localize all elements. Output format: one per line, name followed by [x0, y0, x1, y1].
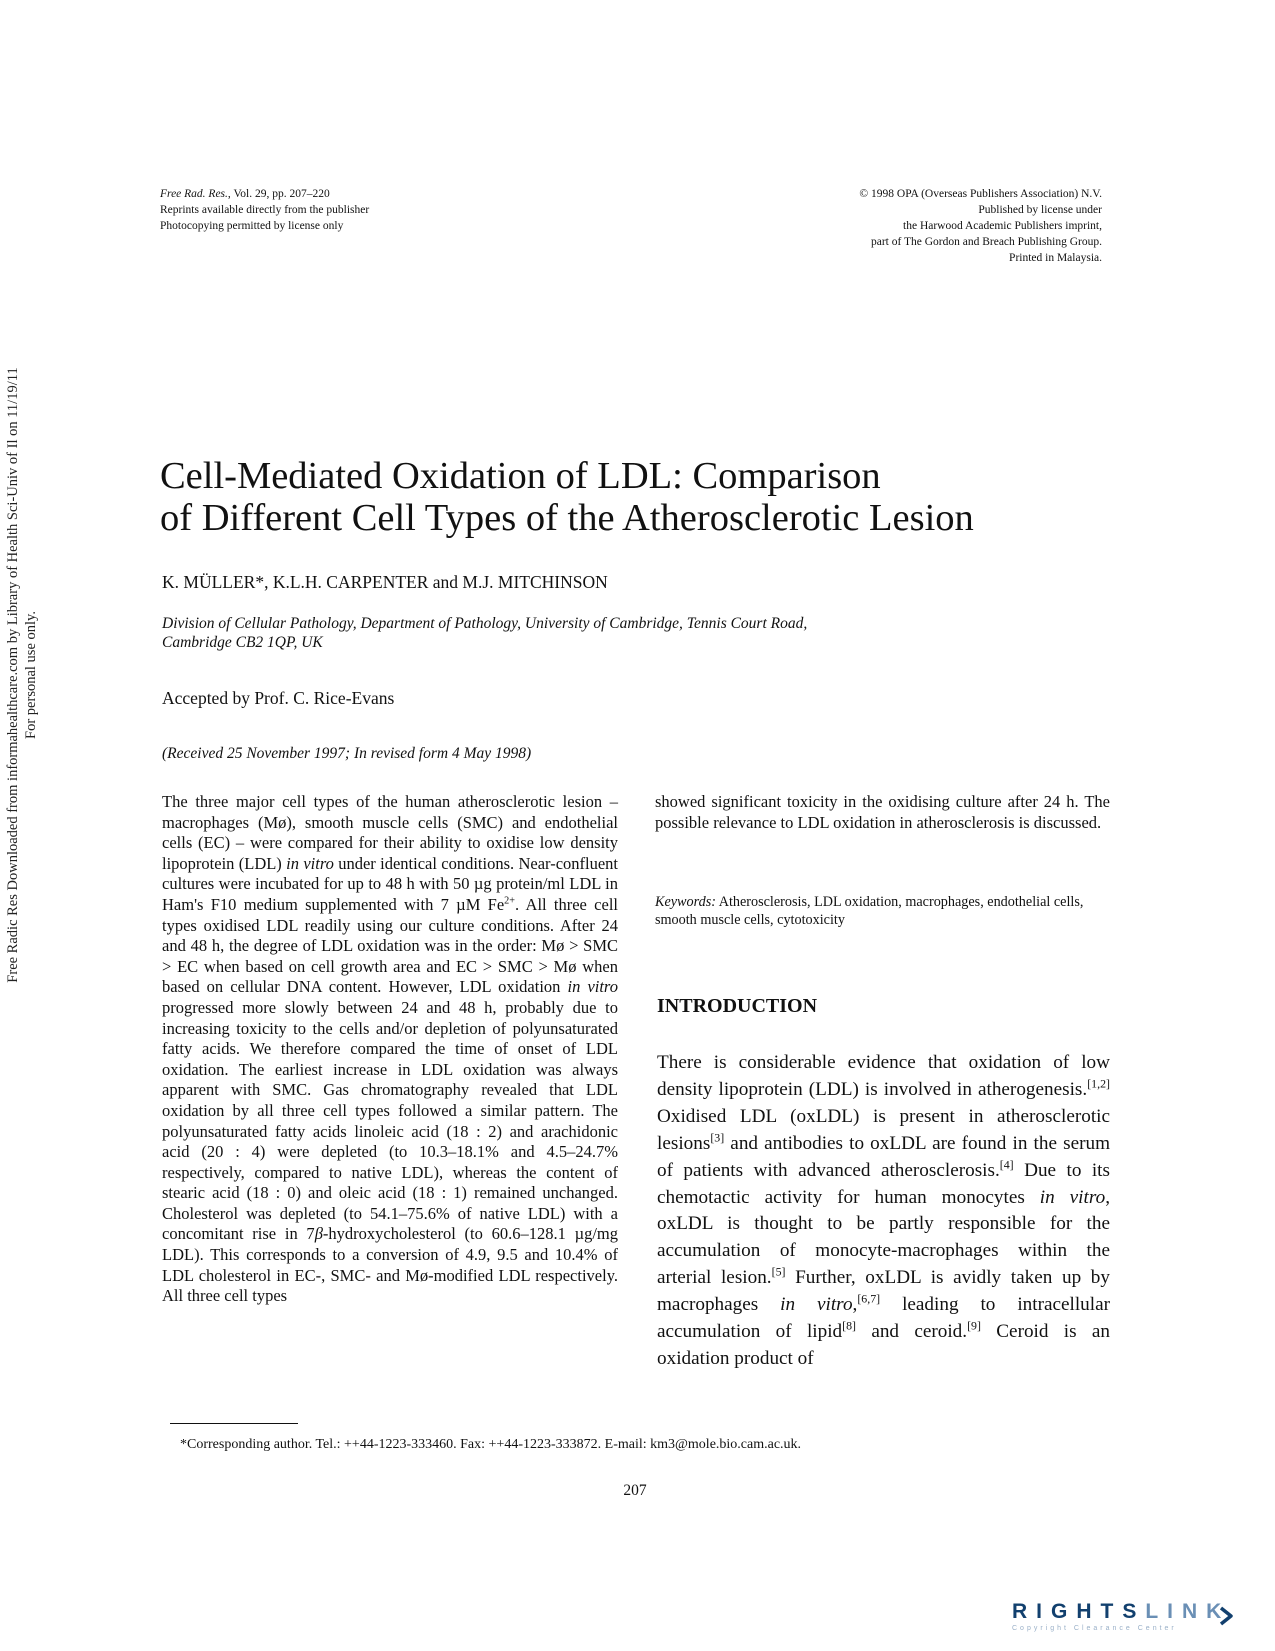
journal-citation: Free Rad. Res., Vol. 29, pp. 207–220	[160, 188, 330, 200]
citation-ref[interactable]: [9]	[967, 1318, 981, 1333]
page-number: 207	[623, 1482, 647, 1499]
article-title	[160, 455, 1140, 539]
rightslink-wordmark: RIGHTSLINK	[1012, 1600, 1231, 1623]
reprints-note: Reprints available directly from the publisher	[160, 204, 370, 216]
keywords	[655, 893, 1110, 929]
rightslink-tagline: Copyright Clearance Center	[1012, 1625, 1177, 1632]
abstract-continuation: showed significant toxicity in the oxidising culture after 24 h. The possible relevance to LDL oxidation in atherosclerosis is discussed.	[655, 792, 1110, 832]
rightslink-arrow-icon	[1215, 1605, 1237, 1627]
abstract-paragraph: The three major cell types of the human atherosclerotic lesion – macrophages (Mø), smooth muscle cells (SMC) and endothelial cells (EC) – were compared for their ability to oxidise low density lipoprotein (LDL) in vitro under identical conditions. Near-confluent cultures were incubated for up to 48 h with 50 µg protein/ml LDL in Ham's F10 medium supplemented with 7 µM $Fe^{2+}$. All three cell types oxidised LDL readily using our culture conditions. After 24 and 48 h, the degree of LDL oxidation was in the order: Mø > SMC > EC when based on cell growth area and EC > SMC > Mø when based on cellular DNA content. However, LDL oxidation in vitro progressed more slowly between 24 and 48 h, probably due to increasing toxicity to the cells and/or depletion of polyunsaturated fatty acids. We therefore compared the time of onset of LDL oxidation. The earliest increase in LDL oxidation was always apparent with SMC. Gas chromatography revealed that LDL oxidation by all three cell types followed a similar pattern. The polyunsaturated fatty acids linoleic acid (18 : 2) and arachidonic acid (20 : 4) were depleted (to 10.3–18.1% and 4.5–24.7% respectively, compared to native LDL), whereas the content of stearic acid (18 : 0) and oleic acid (18 : 1) remained unchanged. Cholesterol was depleted (to 54.1–75.6% of native LDL) with a concomitant rise in 7β-hydroxycholesterol (to 60.6–128.1 µg/mg LDL). This corresponds to a conversion of 4.9, 9.5 and 10.4% of LDL cholesterol in EC-, SMC- and Mø-modified LDL respectively. All three cell types	[162, 792, 619, 1306]
copyright-line: © 1998 OPA (Overseas Publishers Association) N.V.	[859, 188, 1102, 200]
citation-ref[interactable]: [4]	[999, 1157, 1014, 1172]
citation-ref[interactable]: [8]	[842, 1318, 857, 1333]
citation-ref[interactable]: [6,7]	[857, 1291, 881, 1306]
journal-header-left	[160, 186, 580, 234]
imprint-line: the Harwood Academic Publishers imprint,	[903, 220, 1102, 232]
introduction-body	[657, 1050, 1110, 1373]
title-line-2: of Different Cell Types of the Atherosclerotic Lesion	[160, 497, 974, 539]
group-line: part of The Gordon and Breach Publishing Group.	[870, 236, 1102, 248]
personal-use-line: For personal use only.	[23, 611, 39, 739]
citation-ref[interactable]: [1,2]	[1087, 1076, 1110, 1091]
section-heading-introduction: INTRODUCTION	[657, 995, 818, 1017]
citation-ref[interactable]: [3]	[710, 1130, 725, 1145]
affiliation-line-1: Division of Cellular Pathology, Department of Pathology, University of Cambridge, Tennis Court Road,	[162, 615, 808, 632]
abstract	[162, 792, 618, 1307]
keywords-text: Atherosclerosis, LDL oxidation, macrophages, endothelial cells, smooth muscle cells, cytotoxicity	[655, 894, 1084, 928]
introduction-paragraph: There is considerable evidence that oxidation of low density lipoprotein (LDL) is involved in atherogenesis.[1,2] Oxidised LDL (oxLDL) is present in atherosclerotic lesions[3] and antibodies to oxLDL are found in the serum of patients with advanced atherosclerosis.[4] Due to its chemotactic activity for human monocytes in vitro, oxLDL is thought to be partly responsible for the accumulation of monocyte-macrophages within the arterial lesion.[5] Further, oxLDL is avidly taken up by macrophages in vitro,[6,7] leading to intracellular accumulation of lipid[8] and ceroid.[9] Ceroid is an oxidation product of	[657, 1052, 1111, 1369]
citation-ref[interactable]: [5]	[771, 1264, 786, 1279]
printed-line: Printed in Malaysia.	[1009, 252, 1102, 264]
corresponding-author-footnote: *Corresponding author. Tel.: ++44-1223-333460. Fax: ++44-1223-333872. E-mail: km3@mole.bio.cam.ac.uk.	[180, 1437, 802, 1452]
download-line: Free Radic Res Downloaded from informahealthcare.com by Library of Health Sci-Univ of Il on 11/19/11	[5, 367, 21, 983]
photocopy-note: Photocopying permitted by license only	[160, 220, 344, 232]
publisher-header-right	[690, 186, 1102, 266]
title-line-1: Cell-Mediated Oxidation of LDL: Comparison	[160, 455, 881, 497]
author-list: K. MÜLLER*, K.L.H. CARPENTER and M.J. MITCHINSON	[162, 572, 608, 592]
received-dates: (Received 25 November 1997; In revised form 4 May 1998)	[162, 745, 532, 762]
footnote-rule	[170, 1423, 298, 1424]
accepted-by: Accepted by Prof. C. Rice-Evans	[162, 688, 395, 708]
keywords-label: Keywords:	[655, 894, 716, 910]
download-watermark	[4, 170, 40, 1180]
affiliation-line-2: Cambridge CB2 1QP, UK	[162, 634, 323, 651]
license-line: Published by license under	[978, 204, 1102, 216]
affiliation	[162, 614, 1062, 652]
